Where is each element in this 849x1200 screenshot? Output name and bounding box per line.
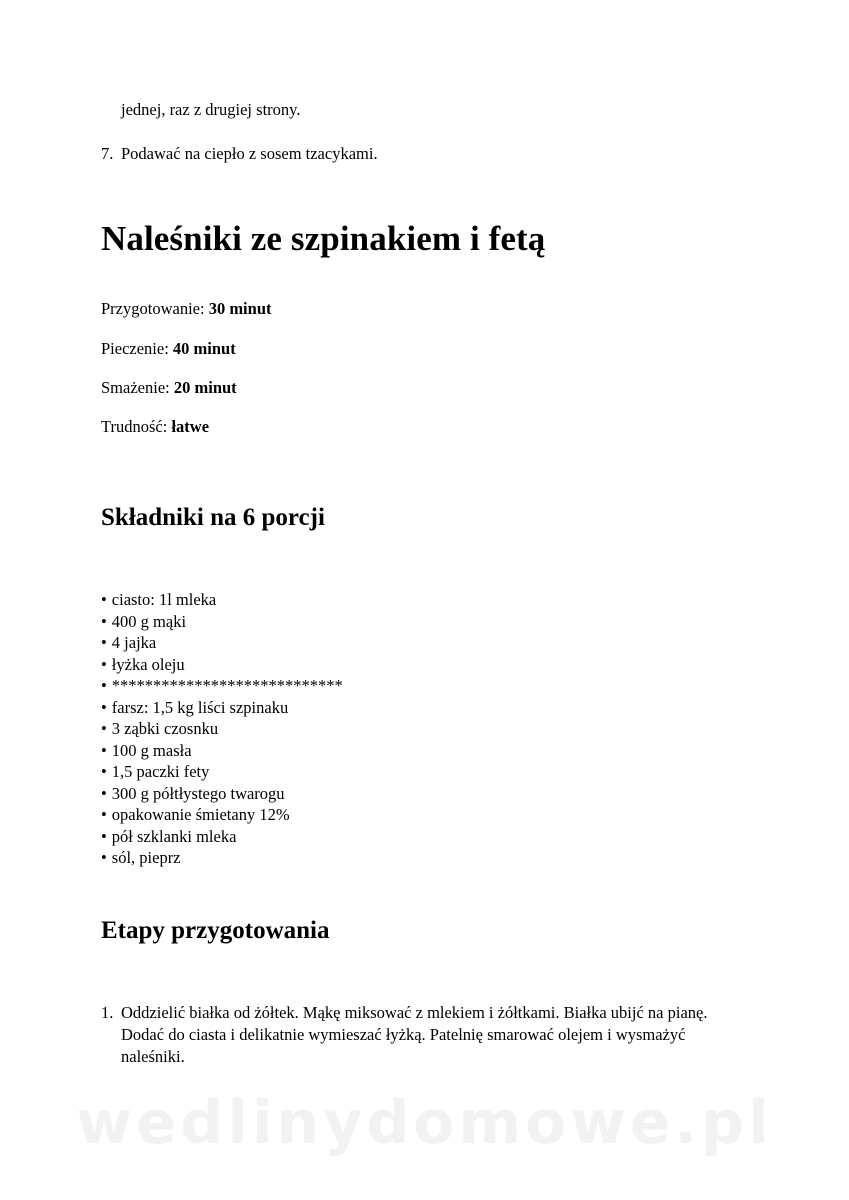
meta-value: 30 minut (208, 299, 272, 318)
meta-prep-time (101, 299, 272, 319)
list-item: • ciasto: 1l mleka (101, 589, 343, 611)
ingredients-heading: Składniki na 6 porcji (101, 504, 325, 531)
meta-difficulty (101, 417, 209, 437)
meta-value: 40 minut (172, 339, 236, 358)
list-item: • 300 g półtłystego twarogu (101, 783, 343, 805)
list-item: • 100 g masła (101, 740, 343, 762)
list-item: • 4 jajka (101, 632, 343, 654)
list-item: • **************************** (101, 675, 343, 697)
watermark: wedlinydomowe.pl (76, 1088, 773, 1158)
meta-label: Smażenie: (101, 378, 174, 397)
step-number: 7. (101, 144, 114, 163)
preparation-steps (101, 1002, 751, 1068)
list-item: • pół szklanki mleka (101, 826, 343, 848)
ingredients-list (101, 589, 343, 869)
list-item: • opakowanie śmietany 12% (101, 804, 343, 826)
meta-value: 20 minut (173, 378, 237, 397)
meta-label: Przygotowanie: (101, 299, 209, 318)
meta-label: Trudność: (101, 417, 172, 436)
meta-baking-time (101, 339, 236, 359)
step-number: 1. (101, 1003, 114, 1022)
step-text: Oddzielić białka od żółtek. Mąkę miksować z mlekiem i żółtkami. Białka ubijć na pianę. Dodać do ciasta i delikatnie wymieszać łyżką. Patelnię smarować olejem i wysmażyć naleśniki. (121, 1003, 708, 1066)
list-item (101, 1002, 751, 1068)
list-item: • 3 ząbki czosnku (101, 718, 343, 740)
previous-step-continuation: jednej, raz z drugiej strony. (121, 100, 301, 119)
preparation-heading: Etapy przygotowania (101, 917, 330, 944)
recipe-title: Naleśniki ze szpinakiem i fetą (101, 219, 546, 258)
list-item: • 400 g mąki (101, 611, 343, 633)
meta-value: łatwe (171, 417, 210, 436)
list-item: • farsz: 1,5 kg liści szpinaku (101, 697, 343, 719)
previous-recipe-step-7 (101, 144, 378, 164)
meta-frying-time (101, 378, 237, 398)
meta-label: Pieczenie: (101, 339, 173, 358)
list-item: • 1,5 paczki fety (101, 761, 343, 783)
step-text: Podawać na ciepło z sosem tzacykami. (121, 144, 378, 163)
list-item: • łyżka oleju (101, 654, 343, 676)
list-item: • sól, pieprz (101, 847, 343, 869)
